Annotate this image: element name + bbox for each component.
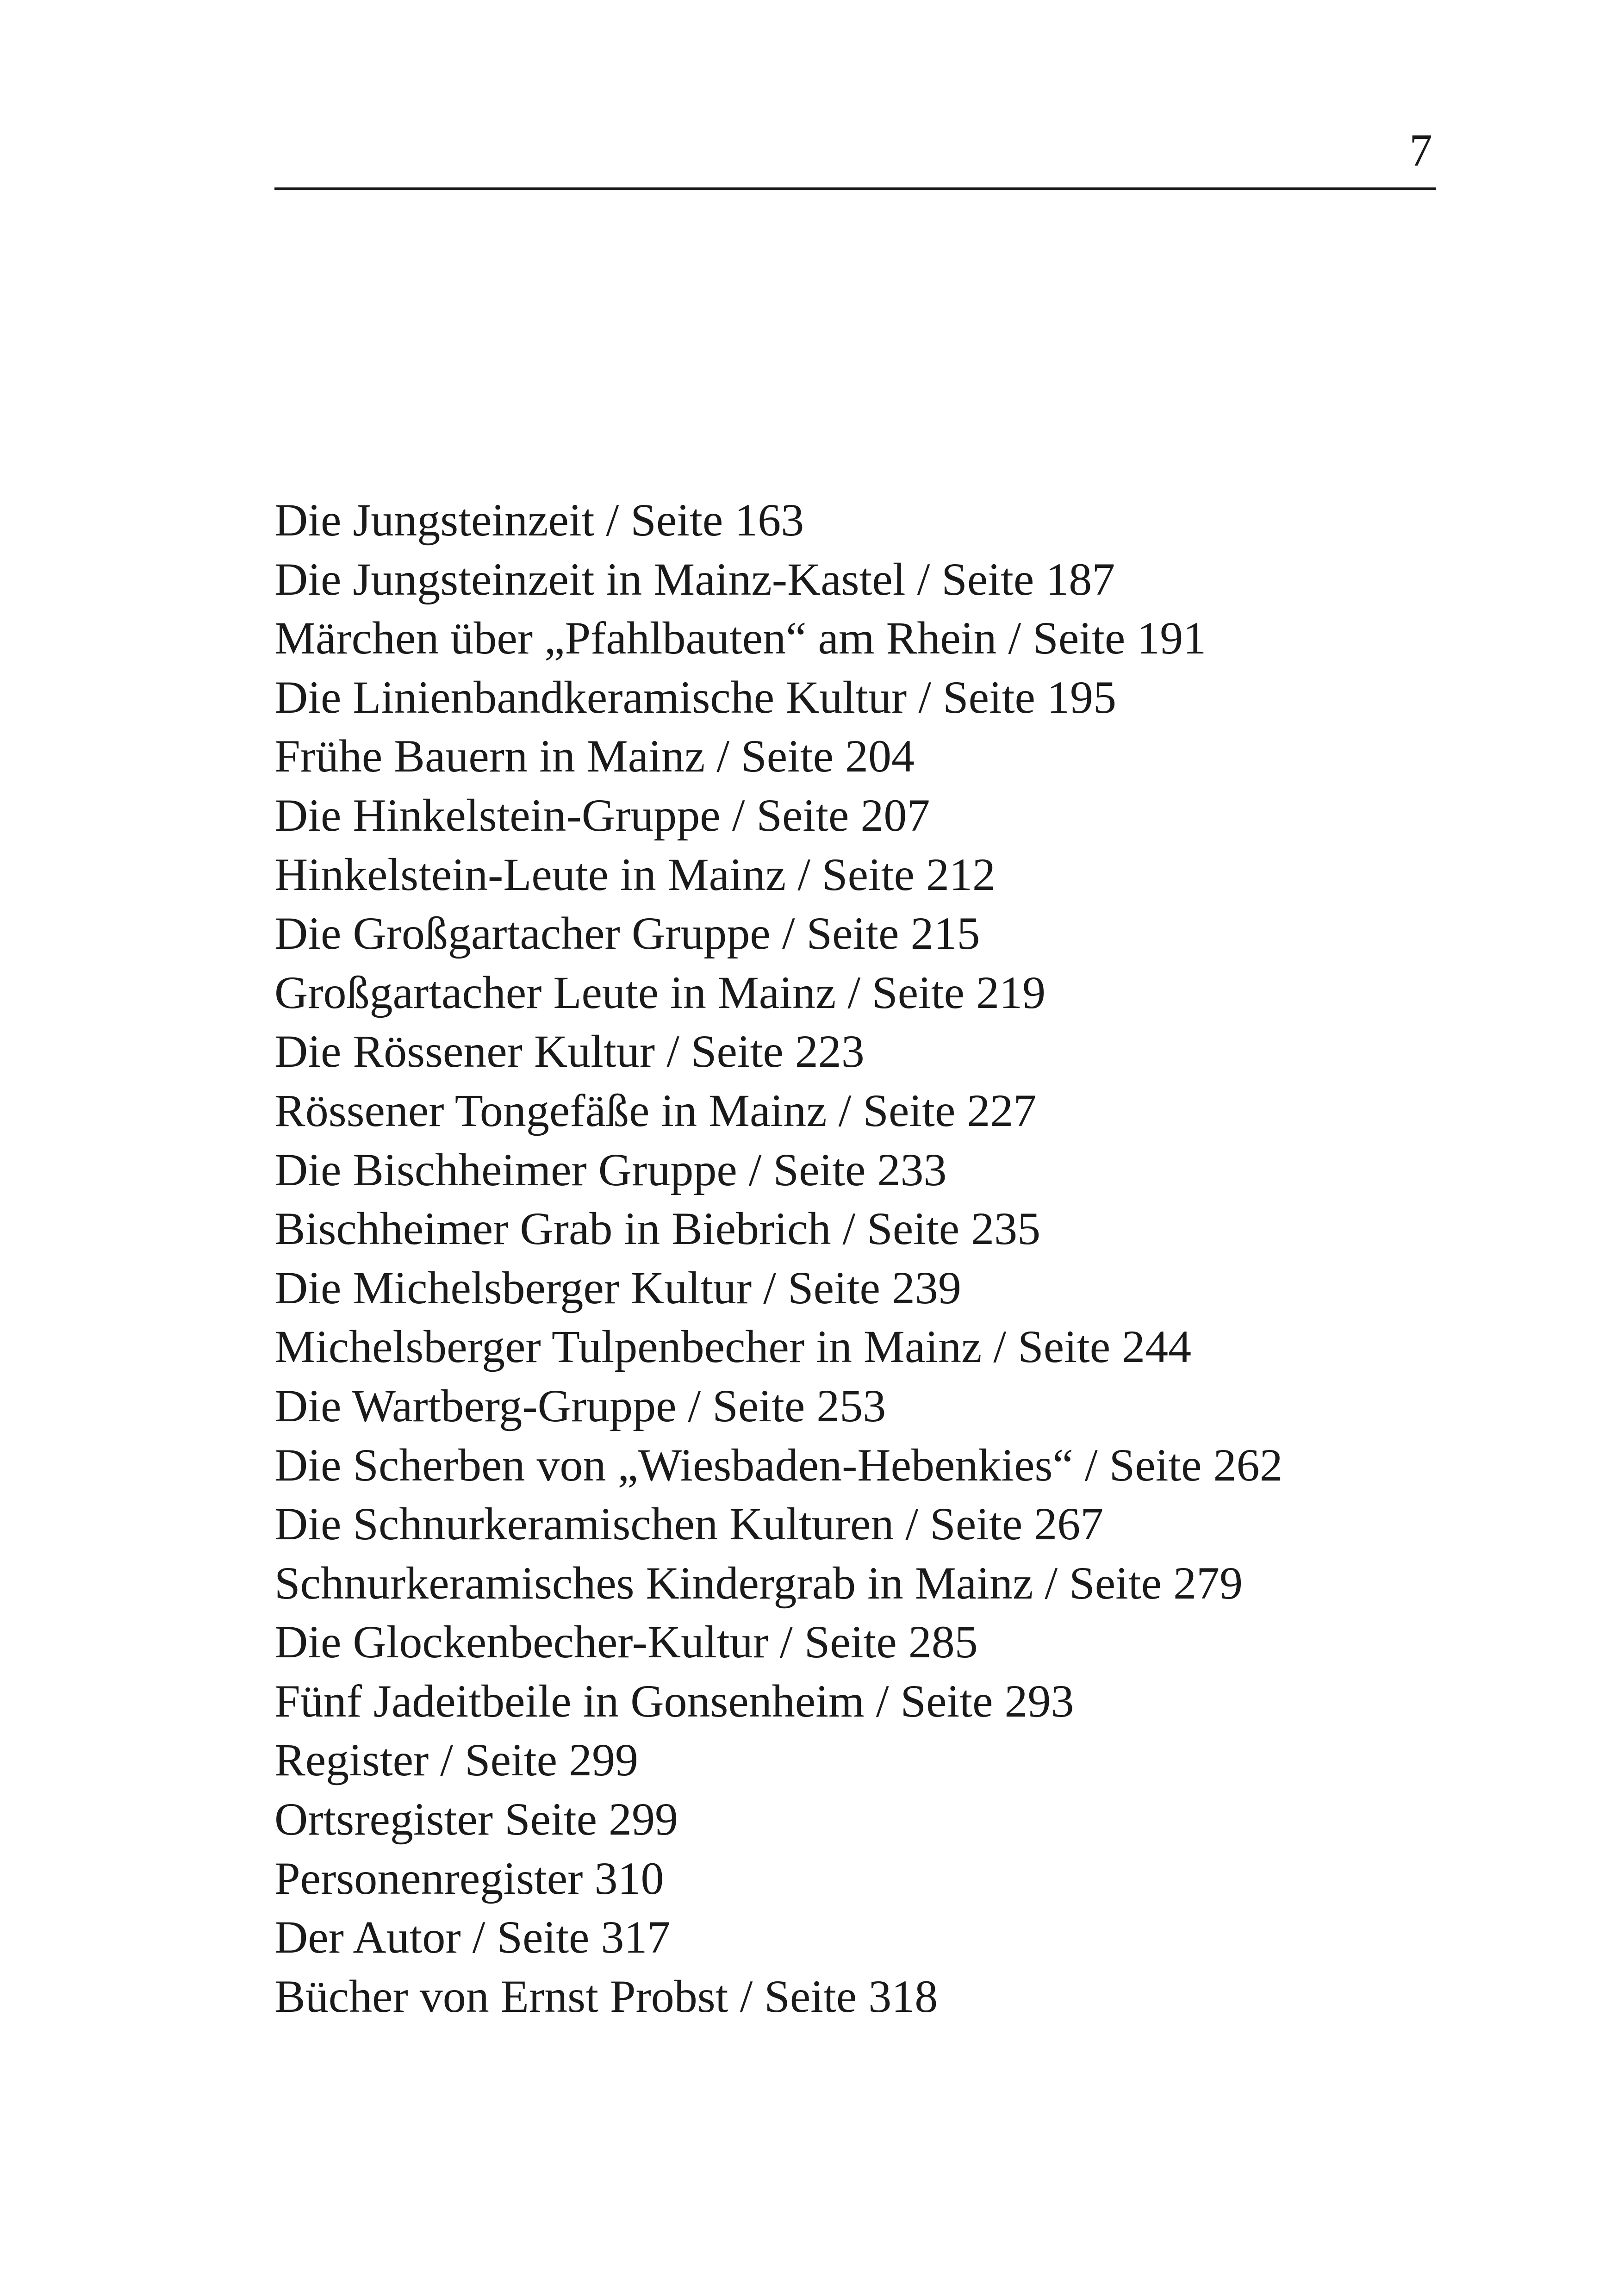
page-number: 7 xyxy=(1409,124,1432,176)
toc-entry: Die Bischheimer Gruppe / Seite 233 xyxy=(274,1144,947,1195)
toc-entry: Die Schnurkeramischen Kulturen / Seite 267 xyxy=(274,1498,1104,1550)
toc-entry: Die Wartberg-Gruppe / Seite 253 xyxy=(274,1380,886,1431)
toc-entry: Die Linienbandkeramische Kultur / Seite 195 xyxy=(274,671,1116,723)
toc-entry: Die Michelsberger Kultur / Seite 239 xyxy=(274,1262,961,1313)
toc-entry: Ortsregister Seite 299 xyxy=(274,1793,678,1845)
toc-entry: Personenregister 310 xyxy=(274,1852,664,1904)
toc-entry: Fünf Jadeitbeile in Gonsenheim / Seite 293 xyxy=(274,1675,1074,1727)
toc-entry: Großgartacher Leute in Mainz / Seite 219 xyxy=(274,966,1046,1018)
table-of-contents xyxy=(274,491,1478,2026)
toc-entry: Die Großgartacher Gruppe / Seite 215 xyxy=(274,908,980,959)
header-rule xyxy=(274,187,1436,190)
toc-entry: Michelsberger Tulpenbecher in Mainz / Seite 244 xyxy=(274,1321,1192,1373)
toc-entry: Bischheimer Grab in Biebrich / Seite 235 xyxy=(274,1203,1041,1255)
toc-entry: Bücher von Ernst Probst / Seite 318 xyxy=(274,1970,938,2022)
toc-entry: Register / Seite 299 xyxy=(274,1734,638,1786)
toc-entry: Märchen über „Pfahlbauten“ am Rhein / Seite 191 xyxy=(274,612,1207,664)
toc-entry: Die Rössener Kultur / Seite 223 xyxy=(274,1026,865,1077)
toc-entry: Rössener Tongefäße in Mainz / Seite 227 xyxy=(274,1084,1037,1136)
toc-entry: Hinkelstein-Leute in Mainz / Seite 212 xyxy=(274,848,996,900)
toc-entry: Die Hinkelstein-Gruppe / Seite 207 xyxy=(274,789,930,841)
toc-entry: Die Jungsteinzeit / Seite 163 xyxy=(274,494,804,546)
toc-entry: Der Autor / Seite 317 xyxy=(274,1911,671,1963)
toc-entry: Die Scherben von „Wiesbaden-Hebenkies“ / Seite 262 xyxy=(274,1439,1283,1491)
toc-entry: Schnurkeramisches Kindergrab in Mainz / Seite 279 xyxy=(274,1557,1243,1609)
toc-entry: Die Glockenbecher-Kultur / Seite 285 xyxy=(274,1616,978,1668)
page-header xyxy=(274,125,1436,190)
toc-entry: Die Jungsteinzeit in Mainz-Kastel / Seite 187 xyxy=(274,553,1115,605)
toc-entry: Frühe Bauern in Mainz / Seite 204 xyxy=(274,730,915,782)
